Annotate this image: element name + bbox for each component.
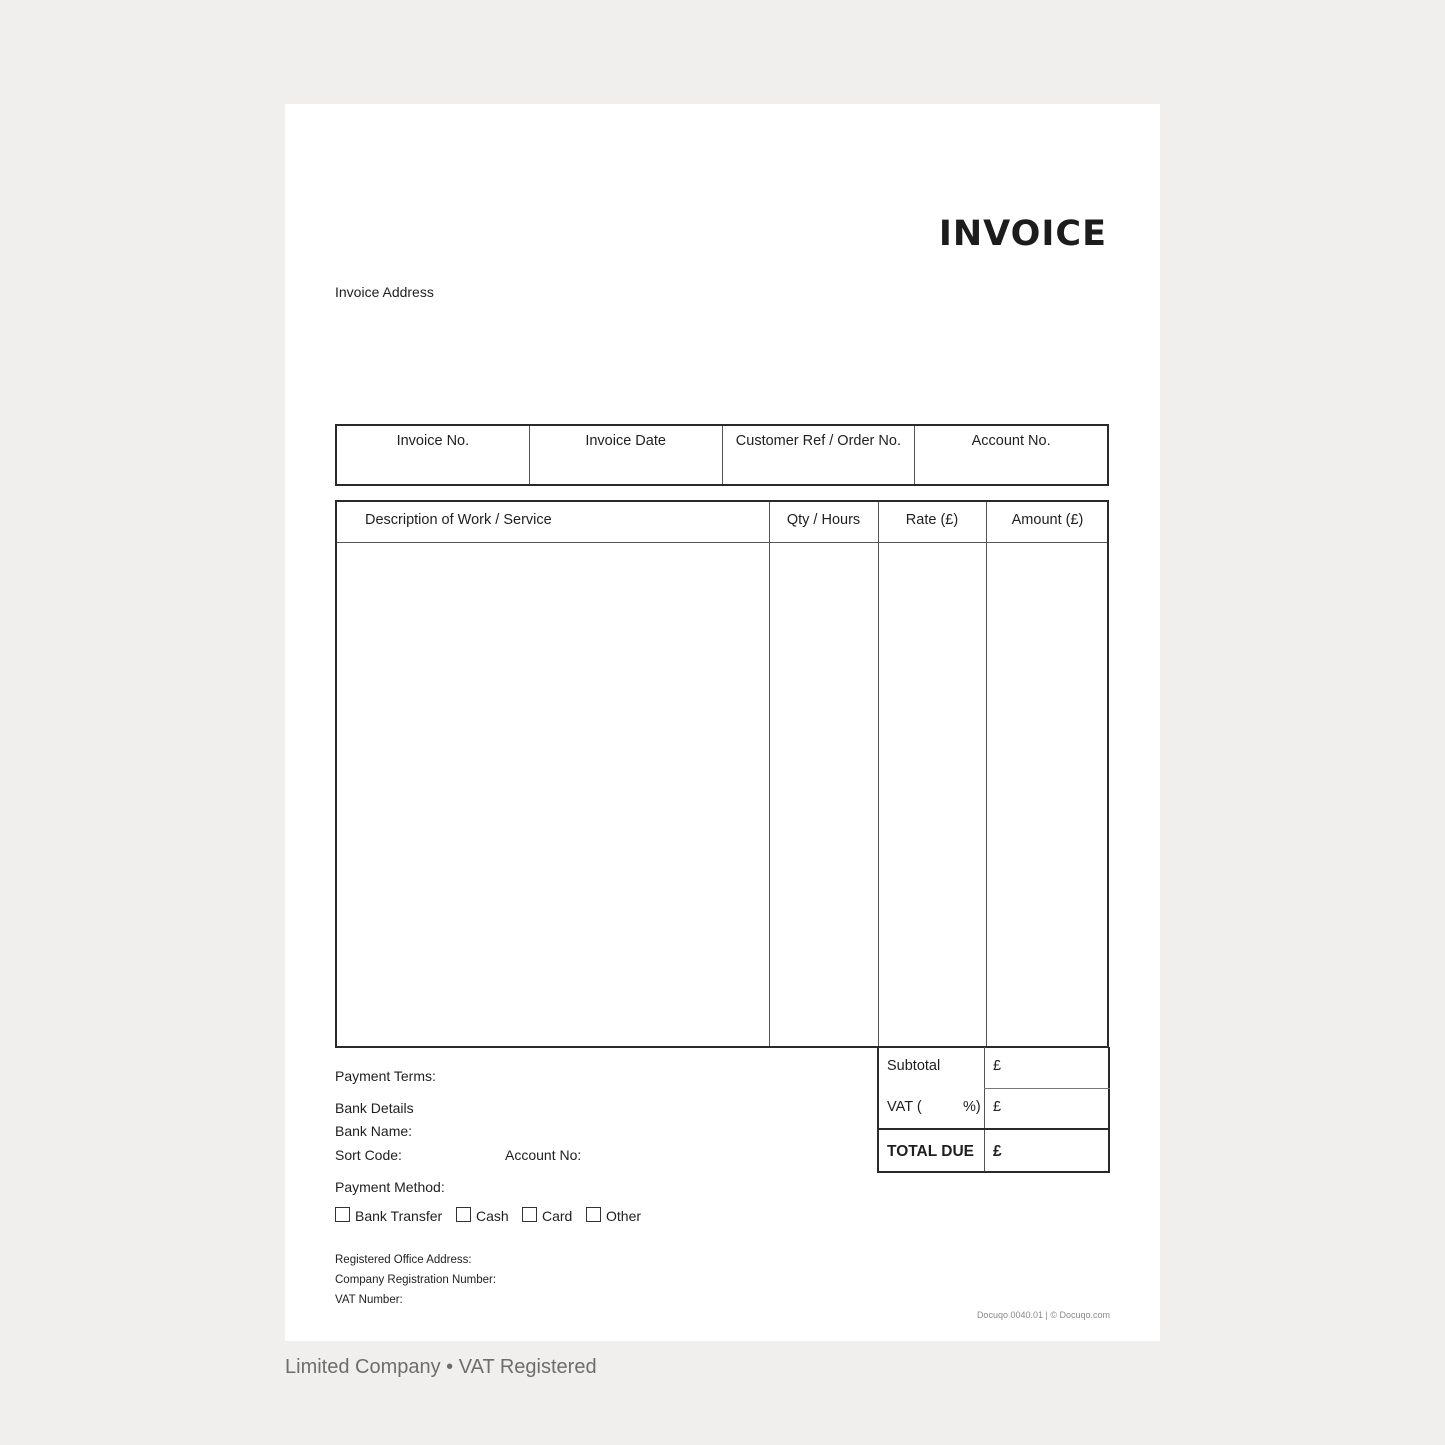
method-label: Card [542, 1208, 573, 1224]
company-reg-label: Company Registration Number: [335, 1274, 497, 1286]
template-caption: Limited Company • VAT Registered [285, 1356, 597, 1378]
totals-divider [877, 1128, 1110, 1130]
method-card[interactable] [522, 1207, 572, 1224]
vat-number-label: VAT Number: [335, 1294, 403, 1306]
method-cash[interactable] [456, 1207, 509, 1224]
header-account-no: Account No. [971, 433, 1051, 449]
method-other[interactable] [586, 1207, 641, 1224]
total-due-label: TOTAL DUE [887, 1143, 974, 1160]
invoice-title: INVOICE [938, 214, 1107, 254]
column-divider [986, 502, 987, 1046]
vat-label-close: %) [963, 1099, 981, 1115]
footer-copyright: Docuqo 0040.01 | © Docuqo.com [976, 1310, 1110, 1320]
column-divider [878, 502, 879, 1046]
invoice-info-table [335, 424, 1109, 486]
totals-border [877, 1047, 879, 1173]
checkbox[interactable] [456, 1207, 471, 1222]
vat-label-open: VAT ( [887, 1099, 922, 1115]
invoice-address-label: Invoice Address [335, 284, 434, 300]
vat-currency: £ [993, 1099, 1002, 1115]
registered-office-label: Registered Office Address: [335, 1254, 472, 1266]
method-label: Bank Transfer [355, 1208, 443, 1224]
invoice-page [285, 104, 1160, 1341]
header-amount: Amount (£) [1011, 512, 1084, 528]
header-invoice-no: Invoice No. [337, 426, 530, 484]
totals-border [1108, 1047, 1110, 1173]
bank-name-label: Bank Name: [335, 1123, 413, 1139]
header-customer-ref: Customer Ref / Order No. [723, 426, 916, 484]
account-no-label: Account No: [505, 1147, 582, 1163]
payment-terms-label: Payment Terms: [335, 1068, 436, 1084]
totals-divider [984, 1047, 985, 1173]
subtotal-currency: £ [993, 1058, 1002, 1074]
method-bank-transfer[interactable] [335, 1207, 442, 1224]
header-description: Description of Work / Service [365, 512, 552, 528]
subtotal-label: Subtotal [887, 1058, 941, 1074]
checkbox[interactable] [586, 1207, 601, 1222]
method-label: Cash [476, 1208, 509, 1224]
header-qty-hours: Qty / Hours [786, 512, 861, 528]
bank-details-label: Bank Details [335, 1100, 414, 1116]
sort-code-label: Sort Code: [335, 1147, 402, 1163]
totals-box [877, 1047, 1110, 1173]
payment-method-label: Payment Method: [335, 1179, 445, 1195]
method-label: Other [606, 1208, 642, 1224]
totals-border [877, 1171, 1110, 1173]
total-due-currency: £ [993, 1143, 1002, 1160]
line-items-table [335, 500, 1109, 1048]
totals-divider [984, 1088, 1110, 1089]
header-rate: Rate (£) [905, 512, 959, 528]
checkbox[interactable] [335, 1207, 350, 1222]
header-invoice-date: Invoice Date [530, 426, 723, 484]
checkbox[interactable] [522, 1207, 537, 1222]
column-divider [769, 502, 770, 1046]
